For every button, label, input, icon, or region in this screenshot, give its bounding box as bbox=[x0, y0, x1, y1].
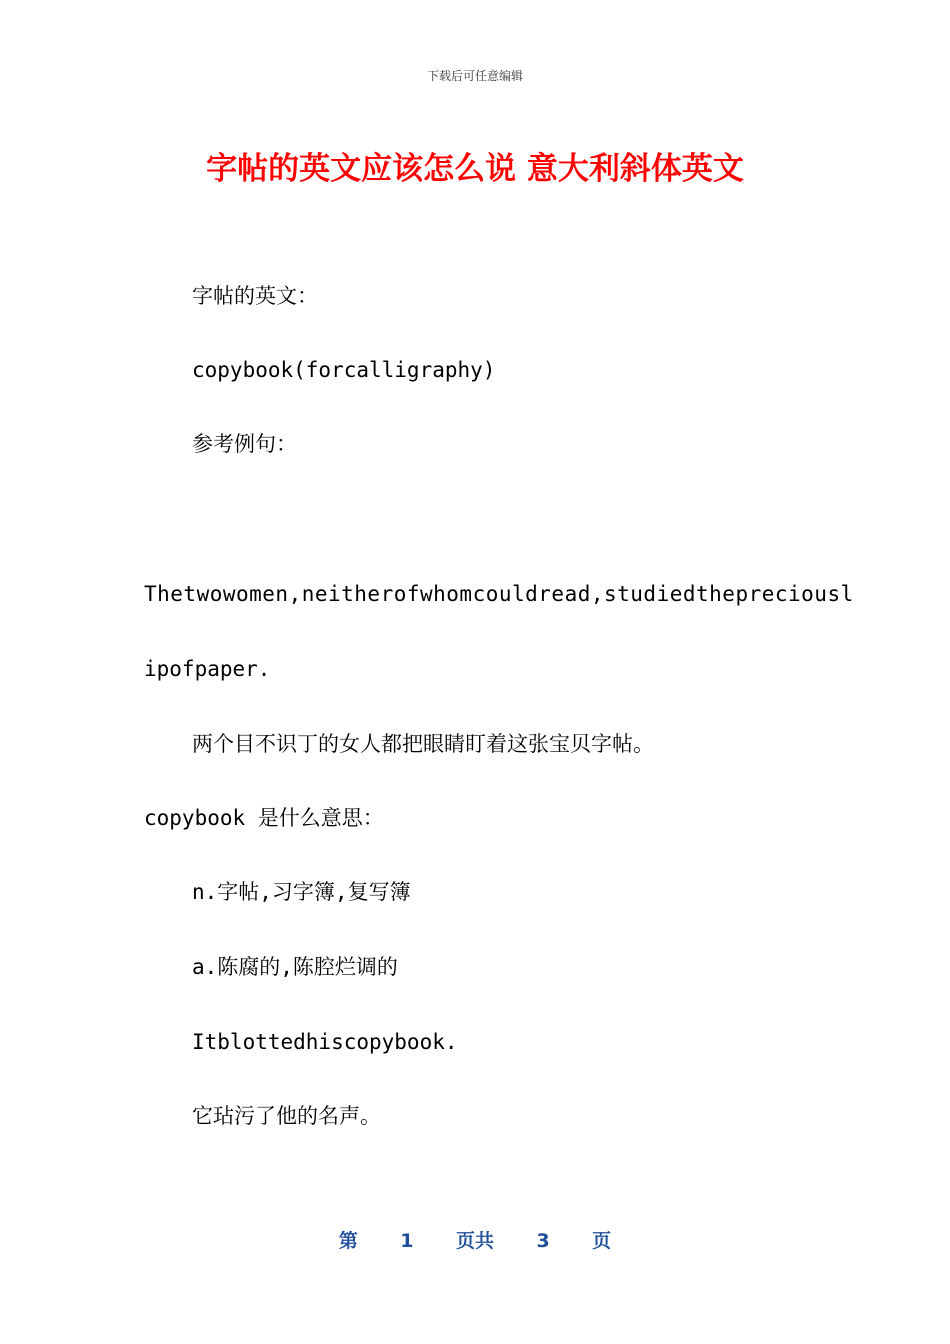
examples-heading: 参考例句： bbox=[192, 432, 297, 456]
page-footer bbox=[0, 1226, 950, 1253]
term-line: copybook(forcalligraphy) bbox=[192, 358, 496, 382]
example2-english: Itblottedhiscopybook. bbox=[192, 1030, 458, 1054]
footer-suffix: 页 bbox=[592, 1230, 612, 1252]
example-chinese: 两个目不识丁的女人都把眼睛盯着这张宝贝字帖。 bbox=[192, 732, 654, 756]
meaning-heading: copybook 是什么意思： bbox=[144, 806, 384, 830]
heading-english: 字帖的英文： bbox=[192, 284, 318, 308]
footer-middle: 页共 bbox=[455, 1230, 494, 1252]
footer-prefix: 第 bbox=[338, 1230, 358, 1252]
meaning-adjective: a.陈腐的,陈腔烂调的 bbox=[192, 955, 398, 979]
document-title: 字帖的英文应该怎么说 意大利斜体英文 bbox=[206, 151, 744, 187]
example2-chinese: 它玷污了他的名声。 bbox=[192, 1104, 381, 1128]
header-note: 下载后可任意编辑 bbox=[426, 69, 523, 83]
footer-total-pages: 3 bbox=[536, 1230, 550, 1252]
footer-current-page: 1 bbox=[400, 1230, 414, 1252]
example-english-line-2: ipofpaper. bbox=[144, 657, 271, 681]
example-english-line-1: Thetwowomen,neitherofwhomcouldread,studiedthepreciousl bbox=[144, 582, 854, 606]
meaning-noun: n.字帖,习字簿,复写簿 bbox=[192, 880, 411, 904]
